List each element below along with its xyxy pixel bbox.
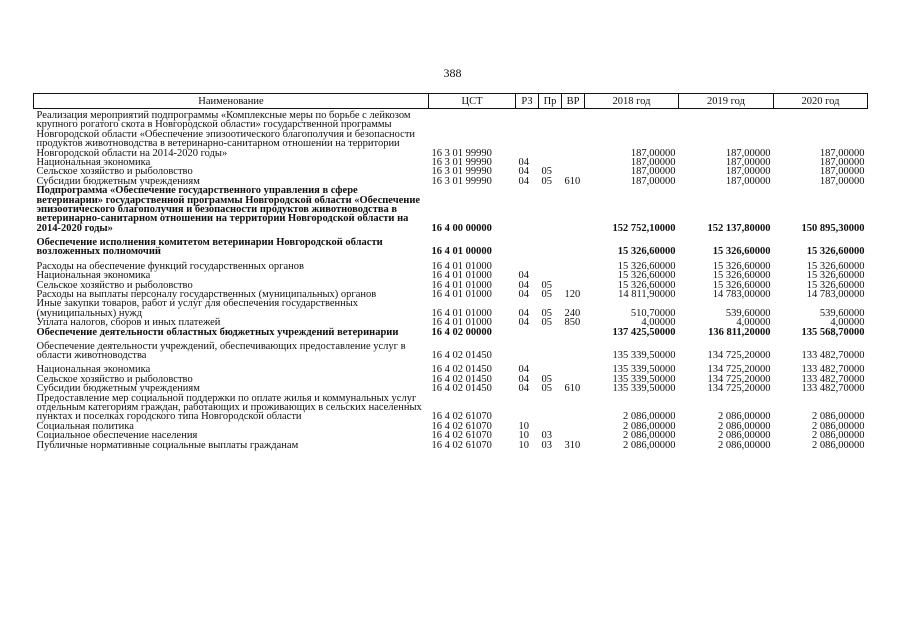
cell-rz: 04 — [518, 166, 529, 178]
cell-cst: 16 4 02 01450 — [431, 364, 492, 376]
cell-2020: 2 086,00000 — [812, 411, 865, 423]
cell-vr: 310 — [564, 439, 581, 451]
cell-cst: 16 4 02 01450 — [431, 383, 492, 395]
cell-pr: 05 — [541, 317, 552, 329]
header-vr: ВР — [562, 94, 585, 109]
table-row — [34, 328, 868, 342]
header-year-2019: 2019 год — [679, 94, 774, 109]
cell-2019: 134 725,20000 — [707, 373, 771, 385]
cell-cst: 16 4 02 61070 — [431, 430, 492, 442]
cell-pr — [539, 238, 562, 262]
header-rz: РЗ — [516, 94, 539, 109]
page-number: 388 — [443, 66, 462, 80]
cell-name: Расходы на обеспечение функций государственных органов — [36, 260, 304, 272]
cell-name: Обеспечение деятельности учреждений, обеспечивающих предоставление услуг в области животноводства — [36, 340, 406, 362]
cell-2020: 15 326,60000 — [806, 270, 865, 282]
table-row — [34, 299, 868, 318]
cell-pr: 05 — [541, 279, 552, 291]
cell-name: Обеспечение исполнения комитетом ветеринарии Новгородской области возложенных полномочий — [36, 237, 383, 258]
cell-cst: 16 4 02 61070 — [431, 411, 492, 423]
cell-2018: 135 339,50000 — [612, 373, 676, 385]
cell-vr: 240 — [564, 307, 581, 319]
cell-2018: 15 326,60000 — [617, 246, 676, 258]
cell-rz: 04 — [518, 157, 529, 169]
cell-pr — [539, 328, 562, 342]
cell-vr — [562, 328, 585, 342]
cell-2020: 14 783,00000 — [806, 288, 865, 300]
cell-pr: 05 — [541, 373, 552, 385]
cell-2019: 2 086,00000 — [718, 411, 771, 423]
cell-2018: 187,00000 — [630, 166, 676, 178]
cell-2019: 15 326,60000 — [712, 260, 771, 272]
cell-name: Сельское хозяйство и рыболовство — [36, 166, 193, 178]
header-year-2018: 2018 год — [585, 94, 679, 109]
cell-name: Субсидии бюджетным учреждениям — [36, 383, 200, 395]
header-cst: ЦСТ — [429, 94, 516, 109]
cell-2020: 15 326,60000 — [806, 279, 865, 291]
cell-pr — [539, 342, 562, 366]
cell-rz — [516, 186, 539, 238]
cell-2018: 15 326,60000 — [617, 260, 676, 272]
cell-vr — [562, 394, 585, 422]
cell-pr: 03 — [541, 430, 552, 442]
cell-vr — [562, 422, 585, 431]
cell-cst: 16 4 00 00000 — [431, 222, 492, 234]
cell-2018: 135 339,50000 — [612, 383, 676, 395]
cell-pr — [539, 262, 562, 271]
cell-2020: 135 568,70000 — [801, 326, 865, 338]
cell-2018: 135 339,50000 — [612, 364, 676, 376]
cell-2020: 187,00000 — [819, 147, 865, 159]
cell-2019: 15 326,60000 — [712, 246, 771, 258]
cell-name: Публичные нормативные социальные выплаты гражданам — [36, 439, 299, 451]
cell-rz — [516, 238, 539, 262]
cell-2020: 133 482,70000 — [801, 364, 865, 376]
cell-name: Сельское хозяйство и рыболовство — [36, 373, 193, 385]
cell-rz: 04 — [518, 288, 529, 300]
cell-2018: 15 326,60000 — [617, 270, 676, 282]
cell-2018: 137 425,50000 — [612, 326, 676, 338]
cell-2018: 2 086,00000 — [623, 430, 676, 442]
cell-pr — [539, 186, 562, 238]
cell-rz: 10 — [518, 430, 529, 442]
cell-2018: 2 086,00000 — [623, 411, 676, 423]
cell-name: Национальная экономика — [36, 270, 151, 282]
header-year-2020: 2020 год — [774, 94, 868, 109]
cell-vr: 610 — [564, 383, 581, 395]
table-row — [34, 109, 868, 159]
table-row — [34, 186, 868, 238]
cell-pr: 05 — [541, 383, 552, 395]
cell-cst: 16 4 01 01000 — [431, 279, 492, 291]
cell-cst: 16 4 01 01000 — [431, 270, 492, 282]
cell-vr: 850 — [564, 317, 581, 329]
cell-2019: 134 725,20000 — [707, 364, 771, 376]
cell-name: Национальная экономика — [36, 157, 151, 169]
cell-rz: 04 — [518, 279, 529, 291]
cell-rz: 10 — [518, 420, 529, 432]
cell-vr — [562, 109, 585, 159]
cell-2019: 15 326,60000 — [712, 279, 771, 291]
cell-name: Социальное обеспечение населения — [36, 430, 198, 442]
cell-pr: 05 — [541, 166, 552, 178]
cell-vr — [562, 158, 585, 167]
cell-2020: 133 482,70000 — [801, 350, 865, 362]
cell-2020: 133 482,70000 — [801, 383, 865, 395]
cell-2020: 187,00000 — [819, 175, 865, 187]
cell-2018: 187,00000 — [630, 157, 676, 169]
cell-2019: 134 725,20000 — [707, 383, 771, 395]
cell-pr: 05 — [541, 288, 552, 300]
cell-name: Подпрограмма «Обеспечение государственного управления в сфере ветеринарии» государственной программы Новгородской области «Обеспечение эпизоотического благополучия и безопасности продуктов животноводства в ветеринарно-санитарном отношении на территории Новгородской области на 2014-2020 годы» — [36, 185, 421, 234]
cell-vr — [562, 186, 585, 238]
header-pr: Пр — [539, 94, 562, 109]
cell-name: Субсидии бюджетным учреждениям — [36, 175, 200, 187]
cell-vr — [562, 262, 585, 271]
cell-2018: 15 326,60000 — [617, 279, 676, 291]
cell-cst: 16 3 01 99990 — [431, 175, 492, 187]
cell-2020: 2 086,00000 — [812, 420, 865, 432]
cell-vr — [562, 342, 585, 366]
table-row — [34, 441, 868, 450]
cell-2019: 15 326,60000 — [712, 270, 771, 282]
cell-2019: 134 725,20000 — [707, 350, 771, 362]
cell-cst: 16 4 02 61070 — [431, 420, 492, 432]
cell-rz: 04 — [518, 364, 529, 376]
table-header-row — [34, 94, 868, 109]
cell-cst: 16 3 01 99990 — [431, 147, 492, 159]
cell-2018: 135 339,50000 — [612, 350, 676, 362]
cell-vr — [562, 238, 585, 262]
cell-2019: 2 086,00000 — [718, 439, 771, 451]
cell-cst: 16 4 01 01000 — [431, 307, 492, 319]
cell-cst: 16 4 01 00000 — [431, 246, 492, 258]
cell-2020: 539,60000 — [819, 307, 865, 319]
cell-cst: 16 4 01 01000 — [431, 288, 492, 300]
table-row — [34, 342, 868, 366]
cell-pr: 05 — [541, 307, 552, 319]
cell-2019: 2 086,00000 — [718, 420, 771, 432]
cell-vr: 610 — [564, 175, 581, 187]
cell-cst: 16 4 02 00000 — [431, 326, 492, 338]
cell-vr: 120 — [564, 288, 581, 300]
cell-2019: 187,00000 — [725, 175, 771, 187]
cell-cst: 16 4 01 01000 — [431, 317, 492, 329]
cell-2018: 4,00000 — [641, 317, 676, 329]
cell-2019: 14 783,00000 — [712, 288, 771, 300]
cell-2018: 187,00000 — [630, 175, 676, 187]
cell-2020: 15 326,60000 — [806, 246, 865, 258]
cell-2019: 152 137,80000 — [707, 222, 771, 234]
cell-rz — [516, 328, 539, 342]
budget-table — [33, 93, 868, 450]
cell-2019: 539,60000 — [725, 307, 771, 319]
cell-cst: 16 4 01 01000 — [431, 260, 492, 272]
cell-name: Предоставление мер социальной поддержки по оплате жилья и коммунальных услуг отдельным категориям граждан, работающих и проживающих в сельских населенных пунктах и поселках городского типа Новгородской области — [36, 392, 422, 423]
cell-2020: 4,00000 — [830, 317, 865, 329]
cell-rz — [516, 342, 539, 366]
cell-cst: 16 3 01 99990 — [431, 157, 492, 169]
cell-rz: 04 — [518, 307, 529, 319]
cell-cst: 16 4 02 01450 — [431, 373, 492, 385]
cell-pr: 05 — [541, 175, 552, 187]
cell-rz — [516, 394, 539, 422]
cell-2020: 187,00000 — [819, 166, 865, 178]
cell-rz: 04 — [518, 270, 529, 282]
cell-pr: 03 — [541, 439, 552, 451]
cell-name: Реализация мероприятий подпрограммы «Комплексные меры по борьбе с лейкозом крупного рогатого скота в Новгородской области» государственной программы Новгородской области «Обеспечение эпизоотического благополучия и безопасности продуктов животноводства в ветеринарно-санитарном отношении на территории Новгородской области на 2014-2020 годы» — [36, 110, 416, 159]
cell-2018: 14 811,90000 — [618, 288, 676, 300]
cell-rz: 04 — [518, 317, 529, 329]
cell-2019: 4,00000 — [736, 317, 771, 329]
cell-2018: 510,70000 — [630, 307, 676, 319]
cell-2020: 133 482,70000 — [801, 373, 865, 385]
cell-pr — [539, 109, 562, 159]
cell-name: Сельское хозяйство и рыболовство — [36, 279, 193, 291]
cell-vr — [562, 365, 585, 374]
cell-name: Иные закупки товаров, работ и услуг для обеспечения государственных (муниципальных) нужд — [36, 298, 359, 319]
cell-2019: 187,00000 — [725, 157, 771, 169]
header-name: Наименование — [34, 94, 429, 109]
cell-2019: 136 811,20000 — [708, 326, 771, 338]
cell-name: Уплата налогов, сборов и иных платежей — [36, 317, 221, 329]
cell-2018: 2 086,00000 — [623, 420, 676, 432]
cell-rz — [516, 109, 539, 159]
table-body — [34, 109, 868, 451]
cell-name: Обеспечение деятельности областных бюджетных учреждений ветеринарии — [36, 326, 399, 338]
cell-2020: 2 086,00000 — [812, 439, 865, 451]
cell-name: Национальная экономика — [36, 364, 151, 376]
cell-2020: 15 326,60000 — [806, 260, 865, 272]
cell-2018: 152 752,10000 — [612, 222, 676, 234]
cell-rz: 04 — [518, 373, 529, 385]
cell-rz: 04 — [518, 383, 529, 395]
cell-2020: 2 086,00000 — [812, 430, 865, 442]
cell-2018: 187,00000 — [630, 147, 676, 159]
table-row — [34, 394, 868, 422]
cell-pr — [539, 394, 562, 422]
cell-2018: 2 086,00000 — [623, 439, 676, 451]
cell-name: Социальная политика — [36, 420, 134, 432]
cell-2019: 187,00000 — [725, 166, 771, 178]
cell-rz: 10 — [518, 439, 529, 451]
cell-2019: 2 086,00000 — [718, 430, 771, 442]
cell-2019: 187,00000 — [725, 147, 771, 159]
cell-2020: 187,00000 — [819, 157, 865, 169]
cell-name: Расходы на выплаты персоналу государственных (муниципальных) органов — [36, 288, 377, 300]
cell-rz: 04 — [518, 175, 529, 187]
cell-2020: 150 895,30000 — [801, 222, 865, 234]
cell-cst: 16 4 02 01450 — [431, 350, 492, 362]
cell-cst: 16 3 01 99990 — [431, 166, 492, 178]
cell-vr — [562, 271, 585, 280]
table-row — [34, 238, 868, 262]
cell-cst: 16 4 02 61070 — [431, 439, 492, 451]
